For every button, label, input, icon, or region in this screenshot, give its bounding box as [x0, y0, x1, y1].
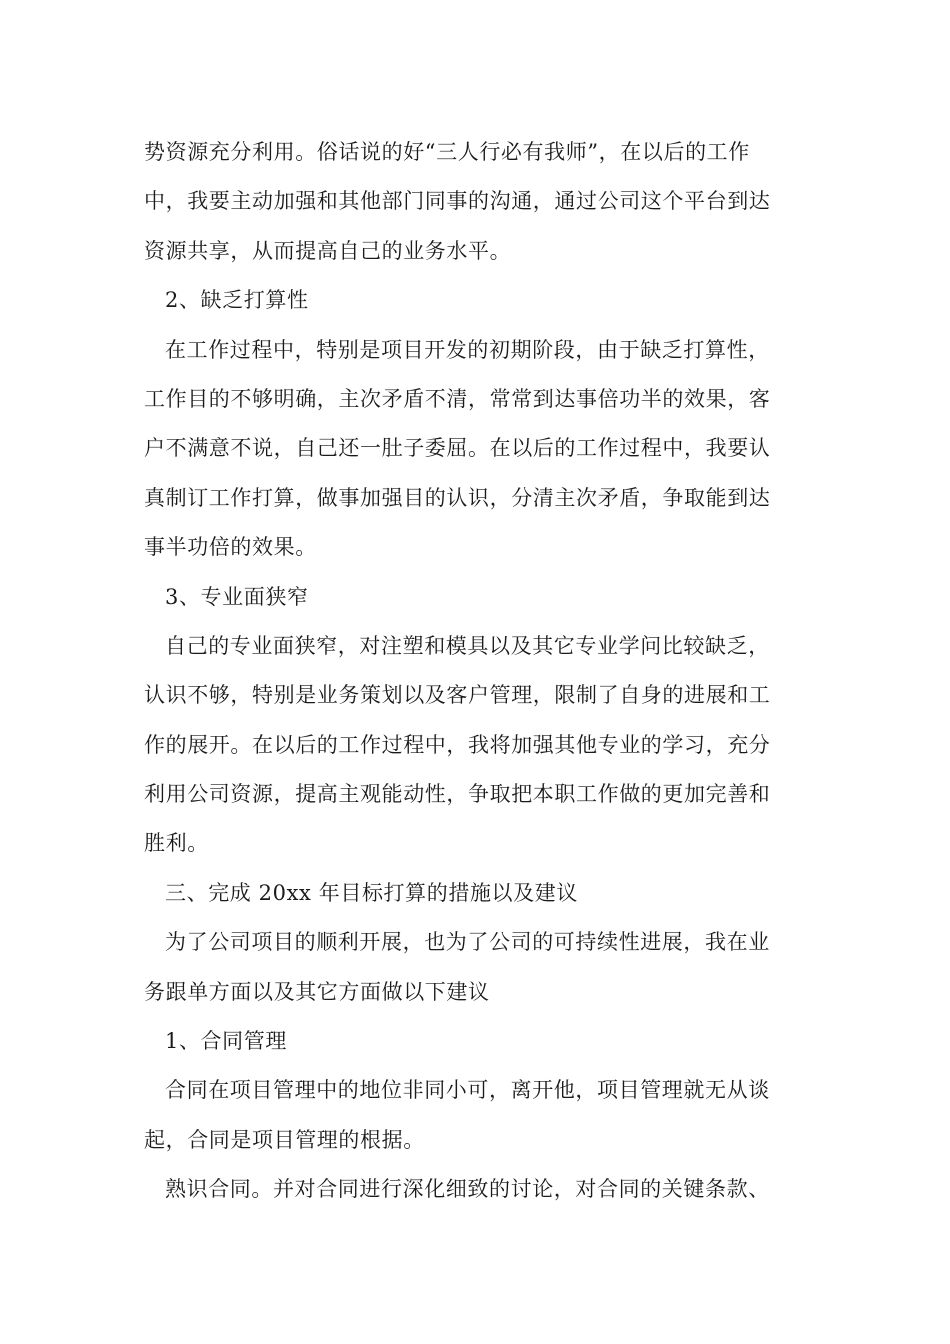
text-line: 事半功倍的效果。	[144, 535, 317, 560]
text-line: 熟识合同。并对合同进行深化细致的讨论，对合同的关键条款、	[165, 1177, 770, 1202]
text-line: 合同在项目管理中的地位非同小可，离开他，项目管理就无从谈	[165, 1078, 770, 1103]
text-line: 户不满意不说，自己还一肚子委屈。在以后的工作过程中，我要认	[144, 436, 771, 461]
text-line: 利用公司资源，提高主观能动性，争取把本职工作做的更加完善和	[144, 782, 771, 807]
text-line: 胜利。	[144, 831, 209, 856]
text-line: 中，我要主动加强和其他部门同事的沟通，通过公司这个平台到达	[144, 189, 771, 214]
text-line: 势资源充分利用。俗话说的好“三人行必有我师”，在以后的工作	[144, 140, 750, 164]
text-line: 三、完成 20xx 年目标打算的措施以及建议	[165, 880, 578, 905]
text-line: 为了公司项目的顺利开展，也为了公司的可持续性进展，我在业	[165, 930, 770, 955]
text-line: 认识不够，特别是业务策划以及客户管理，限制了自身的进展和工	[144, 683, 771, 708]
text-line: 真制订工作打算，做事加强目的认识，分清主次矛盾，争取能到达	[144, 485, 771, 510]
text-line: 务跟单方面以及其它方面做以下建议	[144, 979, 490, 1004]
text-line: 资源共享，从而提高自己的业务水平。	[144, 238, 512, 263]
text-line: 起，合同是项目管理的根据。	[144, 1127, 425, 1152]
text-line: 作的展开。在以后的工作过程中，我将加强其他专业的学习，充分	[144, 732, 771, 757]
text-line: 3、专业面狭窄	[165, 584, 309, 609]
text-line: 工作目的不够明确，主次矛盾不清，常常到达事倍功半的效果，客	[144, 386, 771, 411]
text-line: 1、合同管理	[165, 1029, 287, 1054]
text-line: 2、缺乏打算性	[165, 288, 309, 313]
document-body	[144, 128, 812, 1215]
text-line: 自己的专业面狭窄，对注塑和模具以及其它专业学问比较缺乏，	[165, 633, 770, 658]
text-line: 在工作过程中，特别是项目开发的初期阶段，由于缺乏打算性，	[165, 337, 770, 362]
